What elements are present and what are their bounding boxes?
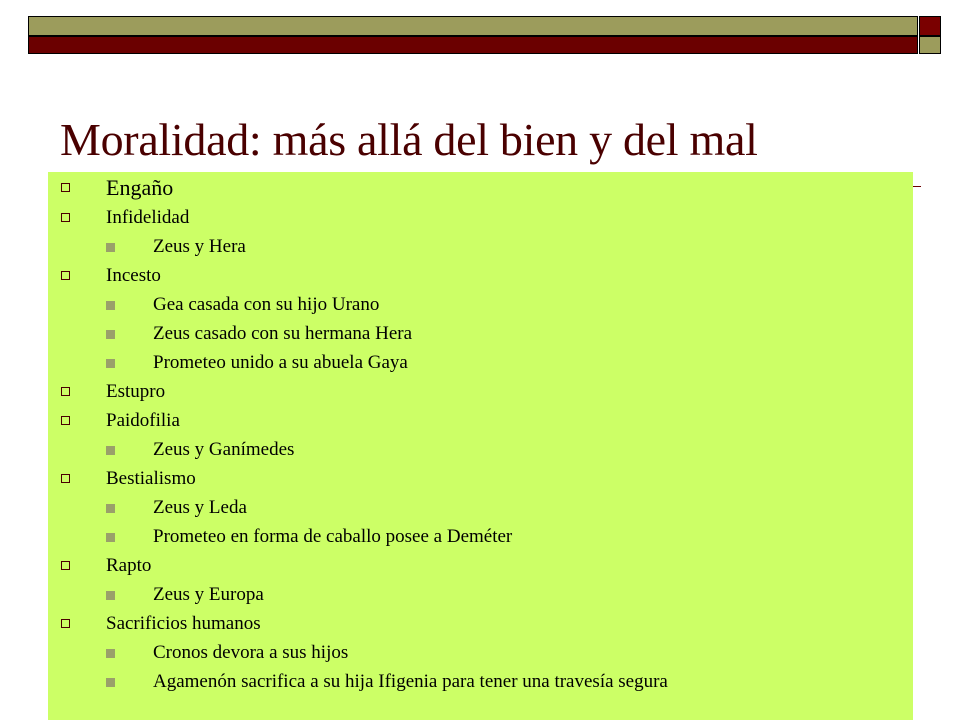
- content-area: [48, 172, 913, 720]
- list-item-text: Rapto: [106, 555, 152, 576]
- list-item: [48, 203, 913, 232]
- sub-list-item: [48, 348, 913, 377]
- list-item: [48, 609, 913, 638]
- list-item-text: Prometeo unido a su abuela Gaya: [153, 352, 408, 373]
- top-accent-bar: [28, 36, 918, 54]
- list-item-text: Bestialismo: [106, 468, 196, 489]
- sub-list-item: [48, 232, 913, 261]
- list-item-text: Engaño: [106, 175, 174, 200]
- sub-list-item: [48, 580, 913, 609]
- filled-square-bullet-icon: [106, 301, 115, 310]
- list-item: [48, 261, 913, 290]
- list-item: [48, 172, 913, 203]
- square-bullet-icon: [61, 387, 70, 396]
- list-item: [48, 377, 913, 406]
- filled-square-bullet-icon: [106, 504, 115, 513]
- square-bullet-icon: [61, 561, 70, 570]
- list-item-text: Zeus y Leda: [153, 497, 247, 518]
- square-bullet-icon: [61, 619, 70, 628]
- list-item-text: Paidofilia: [106, 410, 180, 431]
- square-bullet-icon: [61, 271, 70, 280]
- filled-square-bullet-icon: [106, 359, 115, 368]
- sub-list-item: [48, 319, 913, 348]
- list-item-text: Agamenón sacrifica a su hija Ifigenia para tener una travesía segura: [153, 671, 668, 692]
- list-item-text: Zeus y Europa: [153, 584, 264, 605]
- square-bullet-icon: [61, 183, 70, 192]
- filled-square-bullet-icon: [106, 678, 115, 687]
- sub-list-item: [48, 667, 913, 696]
- list-item-text: Zeus y Ganímedes: [153, 439, 295, 460]
- list-item: [48, 464, 913, 493]
- sub-list-item: [48, 522, 913, 551]
- filled-square-bullet-icon: [106, 243, 115, 252]
- top-decorative-band: [28, 16, 918, 36]
- list-item-text: Prometeo en forma de caballo posee a Deméter: [153, 526, 513, 547]
- list-item: [48, 551, 913, 580]
- corner-accent-square: [919, 16, 941, 36]
- list-item-text: Estupro: [106, 381, 166, 402]
- slide-title: Moralidad: más allá del bien y del mal: [60, 114, 758, 165]
- list-item-text: Gea casada con su hijo Urano: [153, 294, 380, 315]
- square-bullet-icon: [61, 213, 70, 222]
- list-item-text: Incesto: [106, 265, 161, 286]
- list-item-text: Cronos devora a sus hijos: [153, 642, 349, 663]
- square-bullet-icon: [61, 416, 70, 425]
- sub-list-item: [48, 638, 913, 667]
- list-item-text: Zeus casado con su hermana Hera: [153, 323, 413, 344]
- filled-square-bullet-icon: [106, 649, 115, 658]
- corner-accent-square-lower: [919, 36, 941, 54]
- list-item-text: Infidelidad: [106, 207, 190, 228]
- list-item-text: Zeus y Hera: [153, 236, 246, 257]
- list-item-text: Sacrificios humanos: [106, 613, 261, 634]
- sub-list-item: [48, 435, 913, 464]
- square-bullet-icon: [61, 474, 70, 483]
- list-item: [48, 406, 913, 435]
- filled-square-bullet-icon: [106, 330, 115, 339]
- sub-list-item: [48, 493, 913, 522]
- sub-list-item: [48, 290, 913, 319]
- filled-square-bullet-icon: [106, 533, 115, 542]
- filled-square-bullet-icon: [106, 591, 115, 600]
- bullet-list: [48, 172, 913, 696]
- filled-square-bullet-icon: [106, 446, 115, 455]
